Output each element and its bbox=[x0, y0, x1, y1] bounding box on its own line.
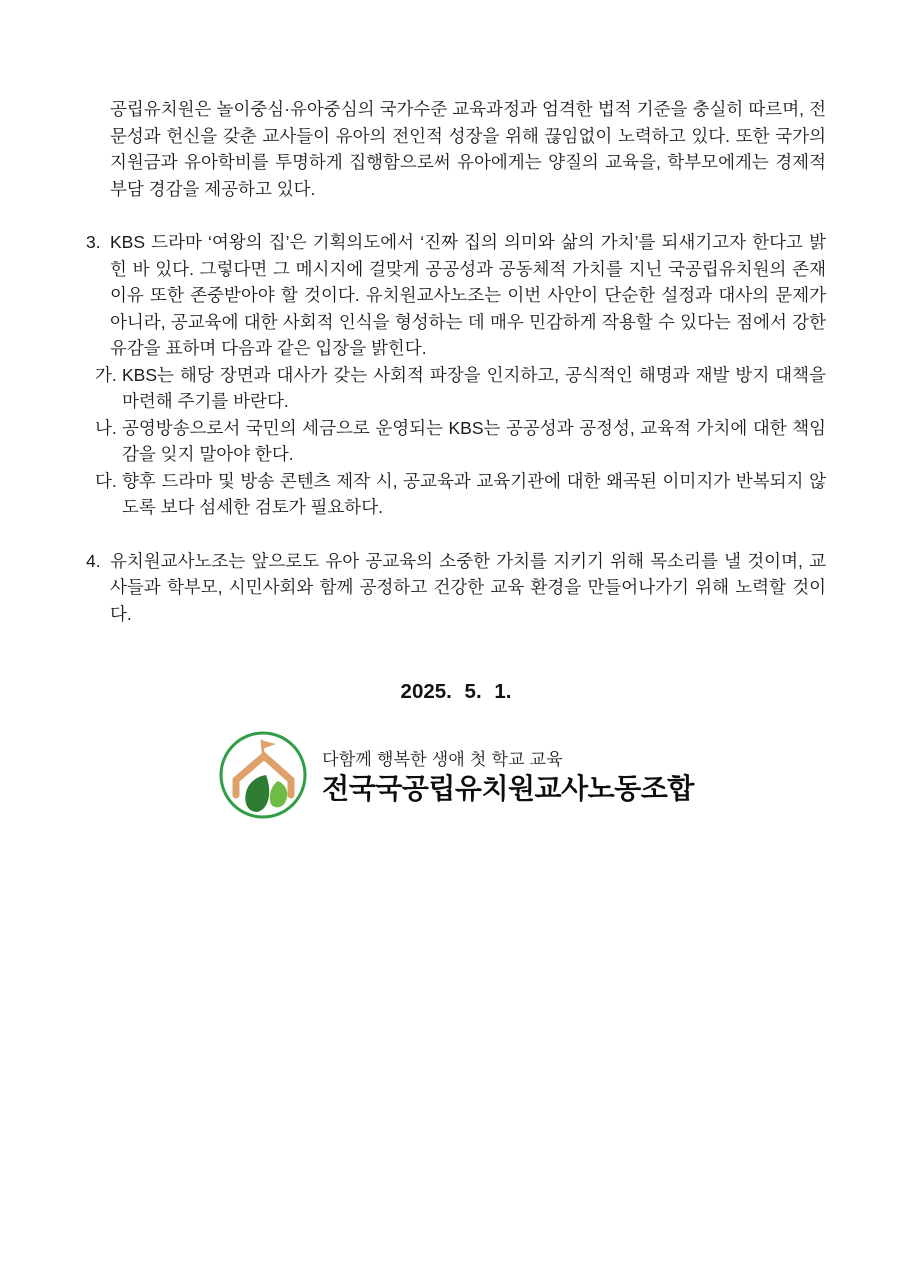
union-logo-icon bbox=[218, 730, 308, 820]
item-number: 3. bbox=[86, 232, 101, 252]
logo-tagline: 다함께 행복한 생애 첫 학교 교육 bbox=[322, 749, 563, 769]
sub-item-marker: 가. bbox=[95, 364, 117, 385]
item-text: KBS 드라마 ‘여왕의 집’은 기획의도에서 ‘진짜 집의 의미와 삶의 가치’를 되새기고자 한다고 밝힌 바 있다. 그렇다면 그 메시지에 걸맞게 공공성과 공동체적 가치를 지닌 국공립유치원의 존재 이유 또한 존중받아야 할 것이다. 유치원교사노조는 이번 사안이 단순한 설정과 대사의 문제가 아니라, 공교육에 대한 사회적 인식을 형성하는 데 매우 민감하게 작용할 수 있다는 점에서 강한 유감을 표하며 다음과 같은 입장을 밝힌다. bbox=[110, 232, 826, 358]
intro-paragraph: 공립유치원은 놀이중심·유아중심의 국가수준 교육과정과 엄격한 법적 기준을 충실히 따르며, 전문성과 헌신을 갖춘 교사들이 유아의 전인적 성장을 위해 끊임없이 노력하고 있다. 또한 국가의 지원금과 유아학비를 투명하게 집행함으로써 유아에게는 양질의 교육을, 학부모에게는 경제적 부담 경감을 제공하고 있다. bbox=[110, 99, 826, 199]
item-number: 4. bbox=[86, 550, 101, 571]
sub-item-text: KBS는 해당 장면과 대사가 갖는 사회적 파장을 인지하고, 공식적인 해명과 재발 방지 대책을 마련해 주기를 바란다. bbox=[122, 364, 826, 411]
union-logo bbox=[86, 730, 826, 820]
statement-date: 2025. 5. 1. bbox=[400, 680, 512, 703]
sub-item-text: 향후 드라마 및 방송 콘텐츠 제작 시, 공교육과 교육기관에 대한 왜곡된 이미지가 반복되지 않도록 보다 섬세한 검토가 필요하다. bbox=[122, 470, 826, 517]
sub-item-ga bbox=[95, 362, 826, 415]
sub-item-text: 공영방송으로서 국민의 세금으로 운영되는 KBS는 공공성과 공정성, 교육적 가치에 대한 책임감을 잊지 말아야 한다. bbox=[122, 417, 826, 464]
list-item-4 bbox=[86, 548, 826, 628]
sub-item-na bbox=[95, 415, 826, 468]
sub-item-marker: 나. bbox=[95, 417, 117, 438]
logo-org-name: 전국국공립유치원교사노동조합 bbox=[322, 773, 694, 804]
sub-item-da bbox=[95, 468, 826, 521]
sub-item-marker: 다. bbox=[95, 470, 117, 491]
item-text: 유치원교사노조는 앞으로도 유아 공교육의 소중한 가치를 지키기 위해 목소리를 낼 것이며, 교사들과 학부모, 시민사회와 함께 공정하고 건강한 교육 환경을 만들어나가기 위해 노력할 것이다. bbox=[110, 550, 826, 624]
union-logo-text bbox=[322, 747, 694, 803]
list-item-3 bbox=[86, 229, 826, 362]
